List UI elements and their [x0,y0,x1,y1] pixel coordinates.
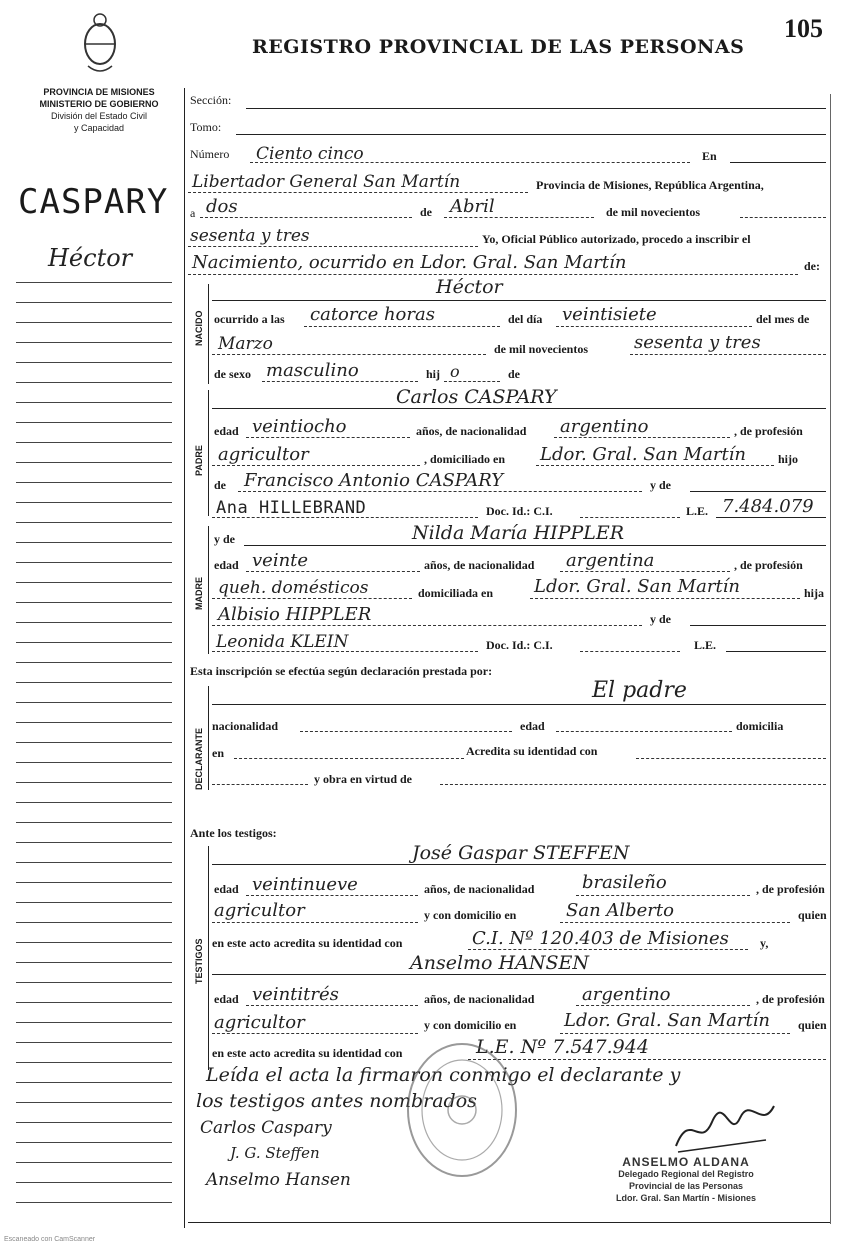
oficial-label: Yo, Oficial Público autorizado, procedo a inscribir el [482,232,751,246]
testigos-section-label: TESTIGOS [194,938,204,984]
hour-value: catorce horas [310,304,435,325]
madre-section-label: MADRE [194,577,204,610]
page-number: 105 [784,14,823,43]
domiciliado-label: , domiciliado en [424,452,506,466]
mother-profession-value: queh. domésticos [218,578,369,598]
hijo-label: hij [426,367,441,381]
de-colon-label: de: [804,259,820,273]
mother-name-value: Nilda María HIPPLER [412,522,625,544]
mother-address-value: Ldor. Gral. San Martín [534,576,741,597]
birth-month-value: Marzo [218,334,273,354]
w1-address-value: San Alberto [566,900,674,921]
profesion-label-5: , de profesión [756,992,825,1006]
edad-label: edad [214,424,239,438]
nacionalidad-label-5: años, de nacionalidad [424,992,535,1006]
dia-label: del día [508,312,543,326]
edad-label-3: edad [520,719,545,733]
profesion-label-4: , de profesión [756,882,825,896]
scanner-watermark: Escaneado con CamScanner [4,1236,96,1243]
quien-label: quien [798,908,827,922]
domiciliada-label: domiciliada en [418,586,494,600]
father-mother-value: Ana HILLEBRAND [216,498,367,518]
closing-line-2: los testigos antes nombrados [196,1090,477,1112]
year-words-value: sesenta y tres [190,226,310,246]
agency-line-3: División del Estado Civil [50,111,148,121]
signature-hansen: Anselmo Hansen [206,1170,351,1190]
le-label-2: L.E. [694,638,717,652]
declarant-value: El padre [592,678,687,703]
father-le-value: 7.484.079 [722,496,814,517]
y-label: y, [760,936,769,950]
father-name-value: Carlos CASPARY [396,386,557,408]
de-label: de [420,205,432,219]
inscripcion-label: Esta inscripción se efectúa según declaración prestada por: [190,664,493,678]
w1-name-value: José Gaspar STEFFEN [412,842,630,864]
hija-label: hija [804,586,825,600]
edad-label-5: edad [214,992,239,1006]
father-age-value: veintiocho [252,416,347,437]
month-value: Abril [450,196,495,217]
w1-nationality-value: brasileño [582,872,667,893]
a-label: a [190,206,196,220]
official-title-2: Provincial de las Personas [628,1181,744,1191]
coat-of-arms-icon [80,10,120,78]
y-de-label-2: y de [214,532,235,546]
quien-label-2: quien [798,1018,827,1032]
domicilia-label: domicilia [736,719,784,733]
agency-line-2: MINISTERIO DE GOBIERNO [39,99,159,109]
closing-line-1: Leída el acta la firmaron conmigo el declarante y [206,1064,681,1086]
en-label-2: en [212,746,224,760]
mes-label: del mes de [756,312,810,326]
official-title: Delegado Regional del Registro [618,1169,754,1179]
padre-section-label: PADRE [194,445,204,476]
tomo-label: Tomo: [190,120,222,134]
ocurrido-label: ocurrido a las [214,312,285,326]
profesion-label: , de profesión [734,424,803,438]
birth-day-value: veintisiete [562,304,657,325]
doc-id-label: Doc. Id.: C.I. [486,504,553,518]
y-de-label: y de [650,478,671,492]
y-de-label-3: y de [650,612,671,626]
con-domicilio-label: y con domicilio en [424,908,517,922]
page-title: REGISTRO PROVINCIAL DE LAS PERSONAS [252,36,745,58]
mother-age-value: veinte [252,550,309,571]
birth-year-value: sesenta y tres [634,332,761,353]
signature-steffen: J. G. Steffen [230,1144,320,1162]
testigos-label: Ante los testigos: [190,826,277,840]
father-address-value: Ldor. Gral. San Martín [540,444,747,465]
official-stamp [586,1156,786,1204]
en-este-label-2: en este acto acredita su identidad con [212,1046,403,1060]
mother-nationality-value: argentina [566,550,655,571]
agency-line-1: PROVINCIA DE MISIONES [43,87,155,97]
nacionalidad-label-3: nacionalidad [212,719,279,733]
acredita-label: Acredita su identidad con [466,744,598,758]
le-label: L.E. [686,504,709,518]
place-value: Libertador General San Martín [192,172,461,192]
agency-line-4: y Capacidad [73,123,125,133]
en-label: En [702,149,717,163]
province-label: Provincia de Misiones, República Argentina, [536,178,764,192]
father-nationality-value: argentino [560,416,649,437]
numero-label: Número [190,147,230,161]
nacionalidad-label-4: años, de nacionalidad [424,882,535,896]
numero-value: Ciento cinco [256,144,364,164]
de-label-3: de [214,478,226,492]
w2-address-value: Ldor. Gral. San Martín [564,1010,771,1031]
doc-id-label-2: Doc. Id.: C.I. [486,638,553,652]
seccion-label: Sección: [190,93,232,107]
registry-seal-icon [404,1040,520,1180]
child-name-value: Héctor [436,276,503,298]
en-este-label: en este acto acredita su identidad con [212,936,403,950]
nacido-section-label: NACIDO [194,310,204,346]
day-value: dos [206,196,238,217]
mil-label-2: de mil novecientos [494,342,588,356]
edad-label-2: edad [214,558,239,572]
w2-nationality-value: argentino [582,984,671,1005]
official-name: ANSELMO ALDANA [622,1155,750,1169]
w1-profession-value: agricultor [214,900,305,921]
official-title-3: Ldor. Gral. San Martín - Misiones [615,1193,757,1203]
nacionalidad-label: años, de nacionalidad [416,424,527,438]
hijo-suffix-value: o [450,362,460,381]
act-type-value: Nacimiento, ocurrido en Ldor. Gral. San Martín [192,252,627,273]
margin-given-name: Héctor [48,244,133,272]
obra-label: y obra en virtud de [314,772,413,786]
margin-surname: CASPARY [18,182,169,222]
hijo-de-label: hijo [778,452,799,466]
mother-mother-value: Leonida KLEIN [216,632,349,652]
father-profession-value: agricultor [218,444,309,465]
w2-name-value: Anselmo HANSEN [410,952,589,974]
declarante-section-label: DECLARANTE [194,728,204,790]
agency-block [14,86,184,134]
right-margin-line [830,94,831,1224]
signature-carlos: Carlos Caspary [200,1118,332,1138]
father-father-value: Francisco Antonio CASPARY [244,470,504,491]
edad-label-4: edad [214,882,239,896]
sex-value: masculino [266,360,359,381]
sexo-label: de sexo [214,367,251,381]
profesion-label-2: , de profesión [734,558,803,572]
w1-age-value: veintinueve [252,874,358,895]
de-label-2: de [508,367,520,381]
w1-id-value: C.I. Nº 120.403 de Misiones [472,928,729,949]
column-divider [184,88,185,1228]
con-domicilio-label-2: y con domicilio en [424,1018,517,1032]
w2-profession-value: agricultor [214,1012,305,1033]
w2-id-value: L.E. Nº 7.547.944 [476,1036,649,1058]
nacionalidad-label-2: años, de nacionalidad [424,558,535,572]
w2-age-value: veintitrés [252,984,339,1005]
mil-label: de mil novecientos [606,205,700,219]
official-signature-icon [670,1100,780,1156]
mother-father-value: Albisio HIPPLER [218,604,372,625]
